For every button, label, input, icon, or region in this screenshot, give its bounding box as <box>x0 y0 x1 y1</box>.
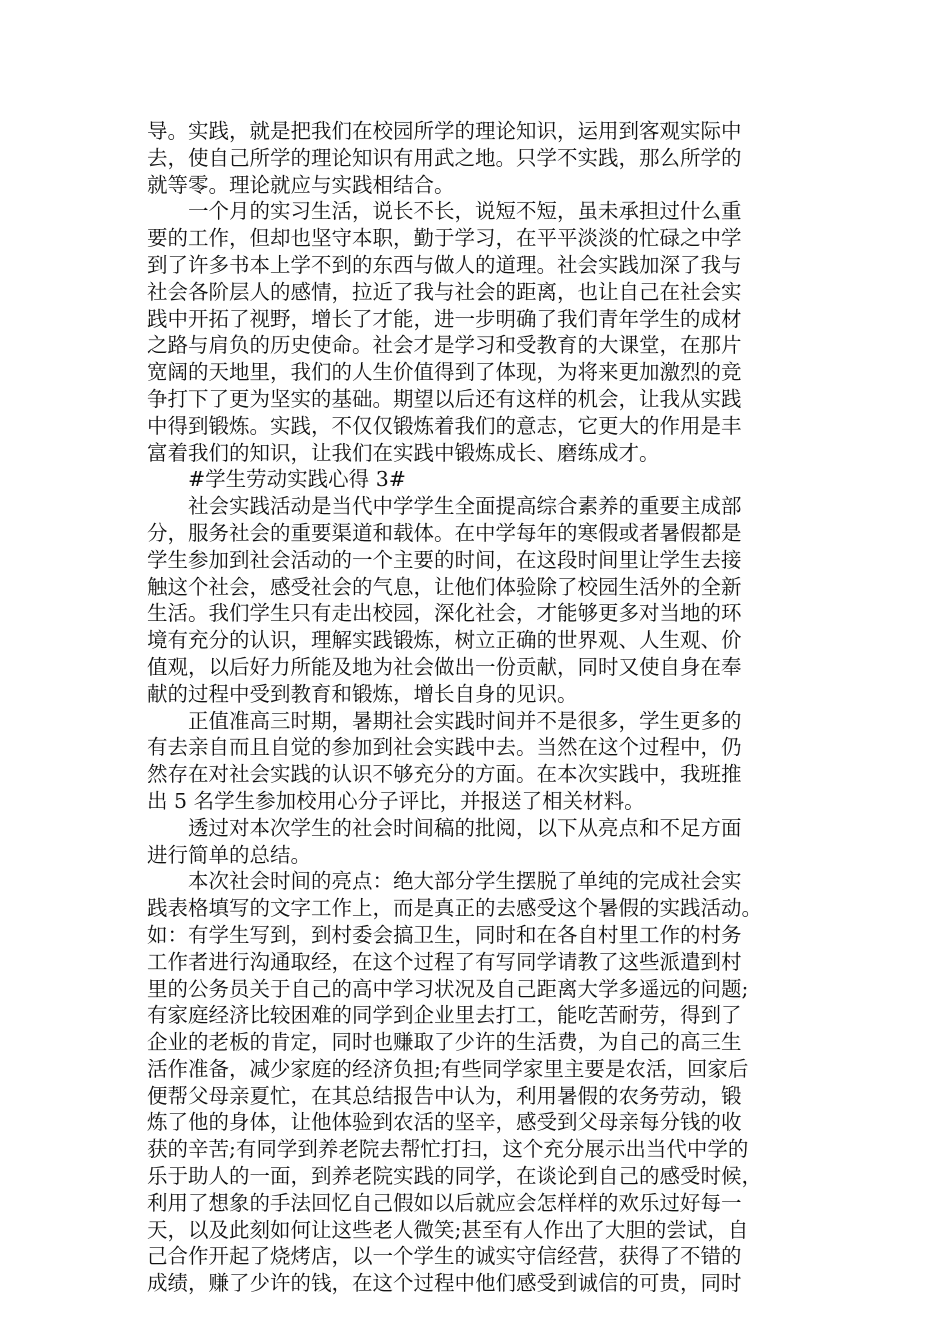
text-line: 践表格填写的文字工作上，而是真正的去感受这个暑假的实践活动。 <box>147 896 762 921</box>
text-line: 便帮父母亲夏忙，在其总结报告中认为，利用暑假的农务劳动，锻 <box>147 1083 742 1108</box>
text-line: 出 5 名学生参加校用心分子评比，并报送了相关材料。 <box>147 788 645 813</box>
text-line: 社会各阶层人的感情，拉近了我与社会的距离，也让自己在社会实 <box>147 279 742 304</box>
text-line: 社会实践活动是当代中学学生全面提高综合素养的重要主成部 <box>188 494 742 519</box>
text-line: 富着我们的知识，让我们在实践中锻炼成长、磨练成才。 <box>147 440 660 465</box>
document-body <box>147 118 811 1297</box>
text-line: 然存在对社会实践的认识不够充分的方面。在本次实践中，我班推 <box>147 762 742 787</box>
text-line: 中得到锻炼。实践，不仅仅锻炼着我们的意志，它更大的作用是丰 <box>147 413 742 438</box>
text-line: 一个月的实习生活，说长不长，说短不短，虽未承担过什么重 <box>188 199 742 224</box>
text-line: 进行简单的总结。 <box>147 842 311 867</box>
text-line: 献的过程中受到教育和锻炼，增长自身的见识。 <box>147 681 578 706</box>
text-line: 到了许多书本上学不到的东西与做人的道理。社会实践加深了我与 <box>147 252 742 277</box>
text-line: 就等零。理论就应与实践相结合。 <box>147 172 455 197</box>
text-line: 天，以及此刻如何让这些老人微笑;甚至有人作出了大胆的尝试，自 <box>147 1217 749 1242</box>
text-line: 乐于助人的一面，到养老院实践的同学，在谈论到自己的感受时候， <box>147 1164 762 1189</box>
text-line: 活作准备，减少家庭的经济负担;有些同学家里主要是农活，回家后 <box>147 1056 749 1081</box>
text-line: 生活。我们学生只有走出校园，深化社会，才能够更多对当地的环 <box>147 601 742 626</box>
section-heading: #学生劳动实践心得 3# <box>188 467 406 492</box>
text-line: 要的工作，但却也坚守本职，勤于学习，在平平淡淡的忙碌之中学 <box>147 226 742 251</box>
text-line: 有去亲自而且自觉的参加到社会实践中去。当然在这个过程中，仍 <box>147 735 742 760</box>
text-line: 利用了想象的手法回忆自己假如以后就应会怎样样的欢乐过好每一 <box>147 1190 742 1215</box>
text-line: 企业的老板的肯定，同时也赚取了少许的生活费，为自己的高三生 <box>147 1030 742 1055</box>
text-line: 本次社会时间的亮点：绝大部分学生摆脱了单纯的完成社会实 <box>188 869 742 894</box>
text-line: 炼了他的身体，让他体验到农活的坚辛，感受到父母亲每分钱的收 <box>147 1110 742 1135</box>
text-line: 值观，以后好力所能及地为社会做出一份贡献，同时又使自身在奉 <box>147 654 742 679</box>
text-line: 己合作开起了烧烤店，以一个学生的诚实守信经营，获得了不错的 <box>147 1244 742 1269</box>
text-line: 导。实践，就是把我们在校园所学的理论知识，运用到客观实际中 <box>147 119 742 143</box>
text-line: 学生参加到社会活动的一个主要的时间，在这段时间里让学生去接 <box>147 547 742 572</box>
text-line: 境有充分的认识，理解实践锻炼，树立正确的世界观、人生观、价 <box>147 628 742 653</box>
text-line: 工作者进行沟通取经，在这个过程了有写同学请教了这些派遣到村 <box>147 949 742 974</box>
text-line: 争打下了更为坚实的基础。期望以后还有这样的机会，让我从实践 <box>147 386 742 411</box>
text-line: 有家庭经济比较困难的同学到企业里去打工，能吃苦耐劳，得到了 <box>147 1003 742 1028</box>
text-line: 正值准高三时期，暑期社会实践时间并不是很多，学生更多的 <box>188 708 742 733</box>
text-line: 触这个社会，感受社会的气息，让他们体验除了校园生活外的全新 <box>147 574 742 599</box>
text-line: 分，服务社会的重要渠道和载体。在中学每年的寒假或者暑假都是 <box>147 520 742 545</box>
text-line: 里的公务员关于自己的高中学习状况及自己距离大学多遥远的问题; <box>147 976 749 1001</box>
text-line: 去，使自己所学的理论知识有用武之地。只学不实践，那么所学的 <box>147 145 742 170</box>
text-line: 如：有学生写到，到村委会搞卫生，同时和在各自村里工作的村务 <box>147 922 742 947</box>
text-line: 之路与肩负的历史使命。社会才是学习和受教育的大课堂，在那片 <box>147 333 742 358</box>
text-line: 宽阔的天地里，我们的人生价值得到了体现，为将来更加激烈的竞 <box>147 360 742 385</box>
text-line: 践中开拓了视野，增长了才能，进一步明确了我们青年学生的成材 <box>147 306 742 331</box>
text-line: 透过对本次学生的社会时间稿的批阅，以下从亮点和不足方面 <box>188 815 742 840</box>
text-line: 获的辛苦;有同学到养老院去帮忙打扫，这个充分展示出当代中学的 <box>147 1137 749 1162</box>
text-line: 成绩，赚了少许的钱，在这个过程中他们感受到诚信的可贵，同时 <box>147 1271 742 1296</box>
